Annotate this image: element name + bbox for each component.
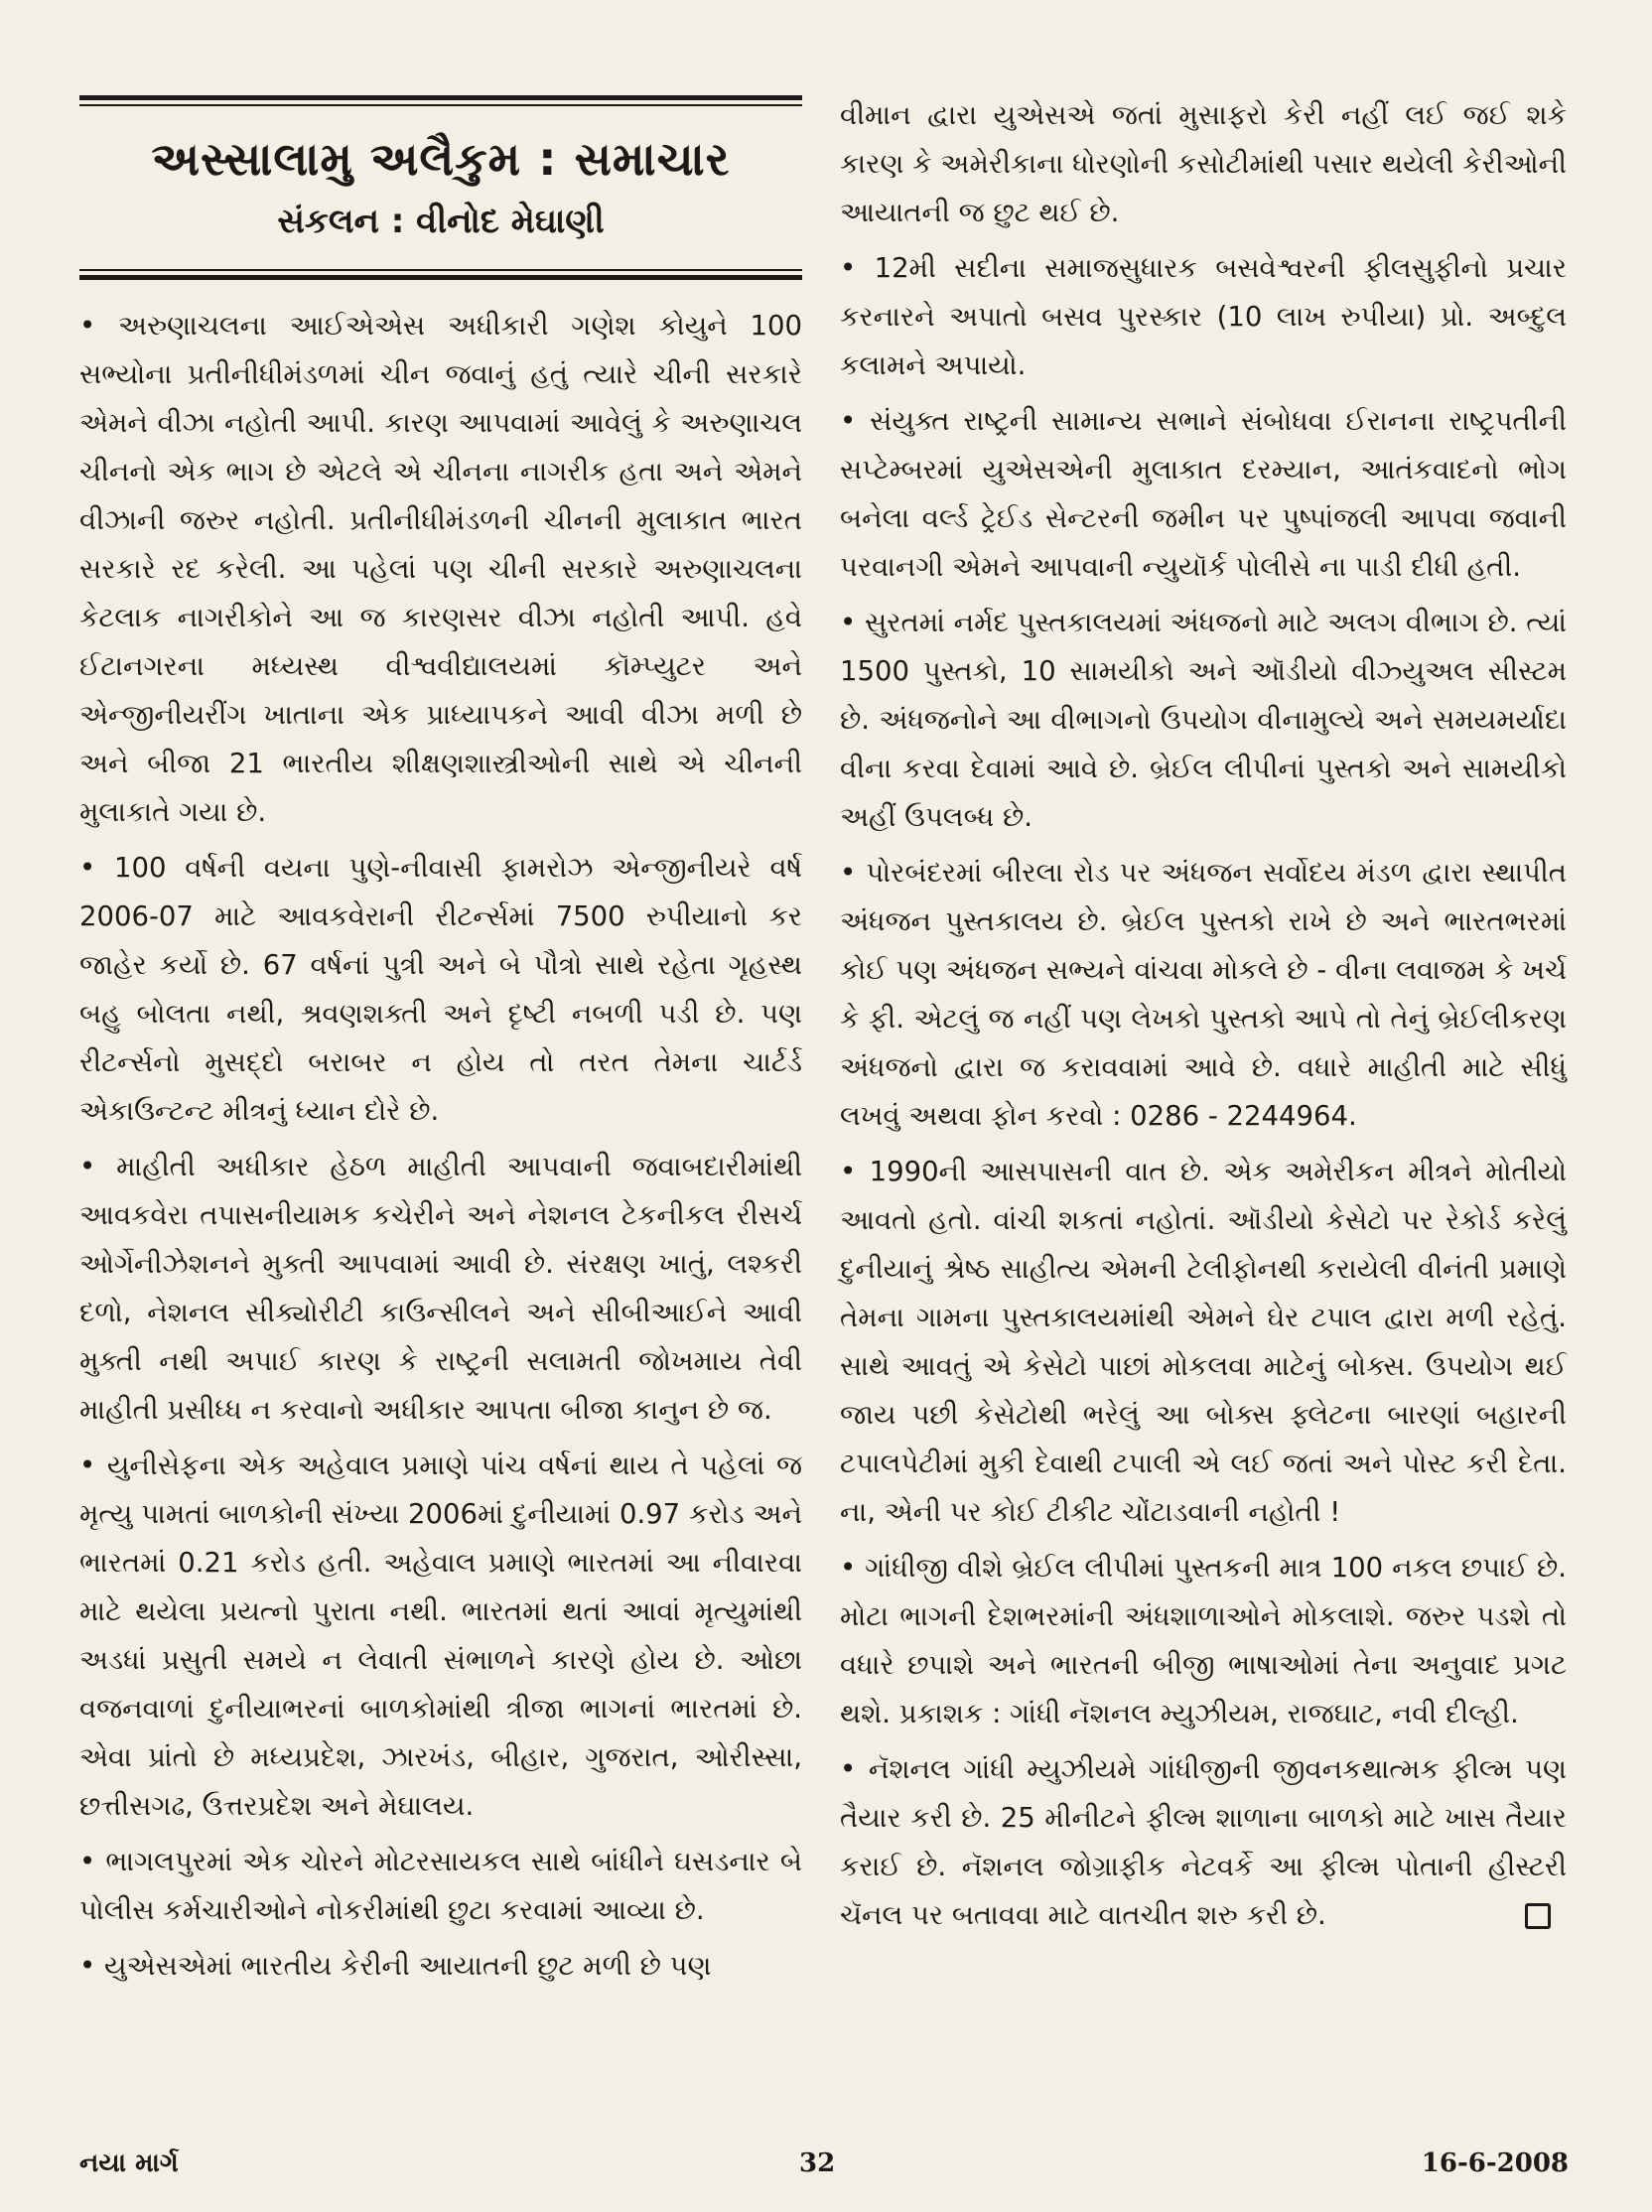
- news-item: • અરુણાચલના આઈએએસ અધીકારી ગણેશ કોયુને 100 સભ્યોના પ્રતીનીધીમંડળમાં ચીન જવાનું હતું ત્યારે ચીની સરકારે એમને વીઝા નહોતી આપી. કારણ આપવામાં આવેલું કે અરુણાચલ ચીનનો એક ભાગ છે એટલે એ ચીનના નાગરીક હતા અને એમને વીઝાની જરુર નહોતી. પ્રતીનીધીમંડળની ચીનની મુલાકાત ભારત સરકારે રદ કરેલી. આ પહેલાં પણ ચીની સરકારે અરુણાચલના કેટલાક નાગરીકોને આ જ કારણસર વીઝા નહોતી આપી. હવે ઈટાનગરના મધ્યસ્થ વીશ્વવીદ્યાલયમાં કૉમ્પ્યુટર અને એન્જીનીયરીંગ ખાતાના એક પ્રાધ્યાપકને આવી વીઝા મળી છે અને બીજા 21 ભારતીય શીક્ષણશાસ્ત્રીઓની સાથે એ ચીનની મુલાકાતે ગયા છે.: [79, 310, 802, 828]
- left-column-text: [79, 302, 802, 1991]
- divider: [79, 104, 802, 106]
- divider: [79, 269, 802, 271]
- article-byline: સંકલન : વીનોદ મેઘાણી: [277, 202, 605, 241]
- page-footer: [79, 2148, 1569, 2192]
- article-title: અસ્સાલામુ અલૈકુમ : સમાચાર: [151, 132, 731, 186]
- page-number: 32: [799, 2148, 836, 2178]
- header-bottom-rules: [79, 269, 802, 280]
- news-item: • ભાગલપુરમાં એક ચોરને મોટરસાયકલ સાથે બાંધીને ઘસડનાર બે પોલીસ કર્મચારીઓને નોકરીમાંથી છુટા કરવામાં આવ્યા છે.: [79, 1846, 802, 1926]
- right-column-text: [840, 91, 1567, 1940]
- header-top-rules: [79, 95, 802, 106]
- news-item: • પોરબંદરમાં બીરલા રોડ પર અંધજન સર્વોદય મંડળ દ્વારા સ્થાપીત અંધજન પુસ્તકાલય છે. બ્રેઈલ પુસ્તકો રાખે છે અને ભારતભરમાં કોઈ પણ અંધજન સભ્યને વાંચવા મોકલે છે - વીના લવાજમ કે ખર્ચ કે ફી. એટલું જ નહીં પણ લેખકો પુસ્તકો આપે તો તેનું બ્રેઈલીકરણ અંધજનો દ્વારા જ કરાવવામાં આવે છે. વધારે માહીતી માટે સીધું લખવું અથવા ફોન કરવો : 0286 - 2244964.: [840, 857, 1567, 1132]
- news-item: • 100 વર્ષની વયના પુણે-નીવાસી ફામરોઝ એન્જીનીયરે વર્ષ 2006-07 માટે આવકવેરાની રીટર્ન્સમાં 7500 રુપીયાનો કર જાહેર કર્યો છે. 67 વર્ષનાં પુત્રી અને બે પૌત્રો સાથે રહેતા ગૃહસ્થ બહુ બોલતા નથી, શ્રવણશક્તી અને દૃષ્ટી નબળી પડી છે. પણ રીટર્ન્સનો મુસદ્દો બરાબર ન હોય તો તરત તેમના ચાર્ટર્ડ એકાઉન્ટન્ટ મીત્રનું ધ્યાન દોરે છે.: [79, 852, 802, 1127]
- publication-name: નયા માર્ગ: [79, 2148, 179, 2178]
- right-column: [840, 91, 1567, 1947]
- divider: [79, 95, 802, 100]
- news-item: • યુનીસેફના એક અહેવાલ પ્રમાણે પાંચ વર્ષનાં થાય તે પહેલાં જ મૃત્યુ પામતાં બાળકોની સંખ્યા 2006માં દુનીયામાં 0.97 કરોડ અને ભારતમાં 0.21 કરોડ હતી. અહેવાલ પ્રમાણે ભારતમાં આ નીવારવા માટે થયેલા પ્રયત્નો પુરાતા નથી. ભારતમાં થતાં આવાં મૃત્યુમાંથી અડધાં પ્રસુતી સમયે ન લેવાતી સંભાળને કારણે હોય છે. ઓછા વજનવાળાં દુનીયાભરનાં બાળકોમાંથી ત્રીજા ભાગનાં ભારતમાં છે. એવા પ્રાંતો છે મધ્યપ્રદેશ, ઝારખંડ, બીહાર, ગુજરાત, ઓરીસ્સા, છત્તીસગઢ, ઉત્તરપ્રદેશ અને મેઘાલય.: [79, 1450, 802, 1822]
- news-item: • યુએસએમાં ભારતીય કેરીની આયાતની છુટ મળી છે પણ: [79, 1950, 712, 1982]
- news-item: • માહીતી અધીકાર હેઠળ માહીતી આપવાની જવાબદારીમાંથી આવકવેરા તપાસનીયામક કચેરીને અને નેશનલ ટેકનીકલ રીસર્ચ ઓર્ગેનીઝેશનને મુક્તી આપવામાં આવી છે. સંરક્ષણ ખાતું, લશ્કરી દળો, નેશનલ સીક્યોરીટી કાઉન્સીલને અને સીબીઆઈને આવી મુક્તી નથી અપાઈ કારણ કે રાષ્ટ્રની સલામતી જોખમાય તેવી માહીતી પ્રસીધ્ધ ન કરવાનો અધીકાર આપતા બીજા કાનુન છે જ.: [79, 1151, 802, 1426]
- issue-date: 16-6-2008: [1421, 2148, 1569, 2178]
- end-of-article-icon: [1525, 1903, 1551, 1929]
- news-item-text: • નૅશનલ ગાંધી મ્યુઝીયમે ગાંધીજીની જીવનકથાત્મક ફીલ્મ પણ તૈયાર કરી છે. 25 મીનીટને ફીલ્મ શાળાના બાળકો માટે ખાસ તૈયાર કરાઈ છે. નૅશનલ જોગ્રાફીક નેટવર્કે આ ફીલ્મ પોતાની હીસ્ટરી ચૅનલ પર બતાવવા માટે વાતચીત શરુ કરી છે.: [840, 1753, 1567, 1931]
- news-item: • ગાંધીજી વીશે બ્રેઈલ લીપીમાં પુસ્તકની માત્ર 100 નકલ છપાઈ છે. મોટા ભાગની દેશભરમાંની અંધશાળાઓને મોકલાશે. જરુર પડશે તો વધારે છપાશે અને ભારતની બીજી ભાષાઓમાં તેના અનુવાદ પ્રગટ થશે. પ્રકાશક : ગાંધી નૅશનલ મ્યુઝીયમ, રાજઘાટ, નવી દીલ્હી.: [840, 1552, 1567, 1729]
- news-item: • સુરતમાં નર્મદ પુસ્તકાલયમાં અંધજનો માટે અલગ વીભાગ છે. ત્યાં 1500 પુસ્તકો, 10 સામયીકો અને ઑડીયો વીઝ્યુઅલ સીસ્ટમ છે. અંધજનોને આ વીભાગનો ઉપયોગ વીનામુલ્યે અને સમયમર્યાદા વીના કરવા દેવામાં આવે છે. બ્રેઈલ લીપીનાં પુસ્તકો અને સામયીકો અહીં ઉપલબ્ધ છે.: [840, 607, 1567, 833]
- news-item: વીમાન દ્વારા યુએસએ જતાં મુસાફરો કેરી નહીં લઈ જઈ શકે કારણ કે અમેરીકાના ધોરણોની કસોટીમાંથી પસાર થયેલી કેરીઓની આયાતની જ છુટ થઈ છે.: [840, 99, 1567, 228]
- news-item-last: [840, 1745, 1567, 1940]
- news-item: • સંયુક્ત રાષ્ટ્રની સામાન્ય સભાને સંબોધવા ઈરાનના રાષ્ટ્રપતીની સપ્ટેમ્બરમાં યુએસએની મુલાકાત દરમ્યાન, આતંકવાદનો ભોગ બનેલા વર્લ્ડ ટ્રેઈડ સેન્ટરની જમીન પર પુષ્પાંજલી આપવા જવાની પરવાનગી એમને આપવાની ન્યુયૉર્ક પોલીસે ના પાડી દીધી હતી.: [840, 405, 1567, 583]
- divider: [79, 275, 802, 280]
- news-item: • 12મી સદીના સમાજસુધારક બસવેશ્વરની ફીલસુફીનો પ્રચાર કરનારને અપાતો બસવ પુરસ્કાર (10 લાખ રુપીયા) પ્રો. અબ્દુલ કલામને અપાયો.: [840, 252, 1567, 381]
- news-item: • 1990ની આસપાસની વાત છે. એક અમેરીકન મીત્રને મોતીયો આવતો હતો. વાંચી શકતાં નહોતાં. ઑડીયો કેસેટો પર રેકોર્ડ કરેલું દુનીયાનું શ્રેષ્ઠ સાહીત્ય એમની ટેલીફોનથી કરાયેલી વીનંતી પ્રમાણે તેમના ગામના પુસ્તકાલયમાંથી એમને ઘેર ટપાલ દ્વારા મળી રહેતું. સાથે આવતું એ કેસેટો પાછાં મોકલવા માટેનું બોક્સ. ઉપયોગ થઈ જાય પછી કેસેટોથી ભરેલું આ બોક્સ ફ્લેટના બારણાં બહારની ટપાલપેટીમાં મુકી દેવાથી ટપાલી એ લઈ જતાં અને પોસ્ટ કરી દેતા. ના, એની પર કોઈ ટીકીટ ચોંટાડવાની નહોતી !: [840, 1156, 1567, 1528]
- left-column: [79, 95, 802, 1998]
